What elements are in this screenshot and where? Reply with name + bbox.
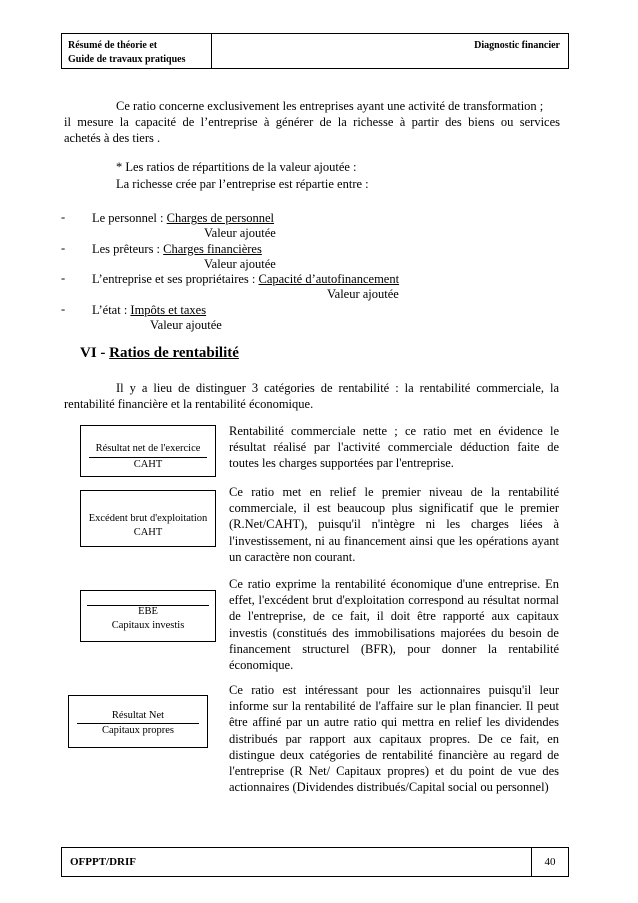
formula-box bbox=[80, 425, 216, 477]
list-dash: - bbox=[61, 241, 66, 255]
list-item bbox=[92, 302, 206, 318]
section-intro-line1: Il y a lieu de distinguer 3 catégories de rentabilité : la rentabilité commerciale, la bbox=[116, 381, 559, 395]
list-dash: - bbox=[61, 271, 66, 285]
list-dash: - bbox=[61, 302, 66, 316]
formula-numerator: Excédent brut d'exploitation bbox=[88, 513, 208, 524]
footer-left: OFPPT/DRIF bbox=[70, 856, 136, 868]
list-item-denominator: Valeur ajoutée bbox=[150, 318, 222, 332]
page-header bbox=[61, 33, 569, 69]
header-left bbox=[62, 34, 212, 68]
section-title: Ratios de rentabilité bbox=[109, 345, 239, 361]
formula-box bbox=[80, 490, 216, 547]
section-number: VI - bbox=[80, 345, 106, 361]
formula-denominator: CAHT bbox=[133, 459, 163, 470]
list-item-numerator: Charges financières bbox=[163, 242, 262, 256]
page-number: 40 bbox=[531, 848, 568, 876]
formula-denominator: Capitaux investis bbox=[111, 620, 185, 631]
formula-numerator: Résultat Net bbox=[111, 710, 165, 721]
formula-numerator: EBE bbox=[138, 606, 158, 617]
ratio-description: Ce ratio exprime la rentabilité économique d'une entreprise. En effet, l'excédent brut d'exploitation correspond au résultat normal de l'entreprise, de ce fait, il doit être rapporté aux capitaux investis (constitués des immobilisations majorées du besoin de financement structurel (BFR), pour donner la rentabilité économique. bbox=[229, 577, 559, 673]
ratio-description: Rentabilité commerciale nette ; ce ratio met en évidence le résultat réalisé par l'activité commerciale déduction faite de toutes les charges supportées par l'entreprise. bbox=[229, 424, 559, 471]
list-item bbox=[92, 271, 399, 287]
list-item-label: Le personnel : bbox=[92, 211, 167, 225]
page-footer bbox=[61, 847, 569, 877]
header-left-line2: Guide de travaux pratiques bbox=[68, 54, 186, 65]
intro-line1: Ce ratio concerne exclusivement les entreprises ayant une activité de transformation ; bbox=[116, 99, 544, 113]
formula-denominator: Capitaux propres bbox=[101, 725, 175, 736]
formula-box bbox=[68, 695, 208, 748]
repartition-subtitle: La richesse crée par l’entreprise est répartie entre : bbox=[116, 177, 369, 191]
repartition-title: * Les ratios de répartitions de la valeur ajoutée : bbox=[116, 160, 357, 174]
formula-box bbox=[80, 590, 216, 642]
formula-divider bbox=[89, 457, 207, 458]
section-heading bbox=[80, 343, 239, 363]
list-item bbox=[92, 210, 274, 226]
list-item-label: L’état : bbox=[92, 303, 131, 317]
formula-numerator: Résultat net de l'exercice bbox=[95, 443, 201, 454]
list-item-numerator: Charges de personnel bbox=[166, 211, 275, 225]
list-item-numerator: Impôts et taxes bbox=[130, 303, 207, 317]
header-right: Diagnostic financier bbox=[474, 40, 560, 51]
list-item-label: L’entreprise et ses propriétaires : bbox=[92, 272, 259, 286]
header-left-line1: Résumé de théorie et bbox=[68, 40, 158, 51]
ratio-description: Ce ratio met en relief le premier niveau de la rentabilité commerciale, il est beaucoup plus significatif que le premier (R.Net/CAHT), puisqu'il n'intègre ni les charges liées à l'investissement, ni au financement ainsi que les opérations ayant un caractère non courant. bbox=[229, 485, 559, 564]
list-item-numerator: Capacité d’autofinancement bbox=[258, 272, 400, 286]
intro-line2: il mesure la capacité de l’entreprise à générer de la richesse à partir des biens ou services bbox=[64, 115, 560, 129]
list-dash: - bbox=[61, 210, 66, 224]
ratio-description: Ce ratio est intéressant pour les actionnaires puisqu'il leur informe sur la rentabilité de l'affaire sur le plan financier. Il peut être affiné par un autre ratio qui mettra en relief les dividendes distribués par rapport aux capitaux propres. De ce fait, en distingue deux catégories de rentabilité financière au regard de l'entreprise (R Net/ Capitaux propres) et du point de vue des actionnaires (Dividendes distribués/Capital social ou personnel) bbox=[229, 683, 559, 795]
formula-divider bbox=[77, 723, 199, 724]
list-item-denominator: Valeur ajoutée bbox=[204, 257, 276, 271]
section-intro-line2: rentabilité financière et la rentabilité économique. bbox=[64, 397, 314, 411]
list-item-denominator: Valeur ajoutée bbox=[327, 287, 399, 301]
formula-denominator: CAHT bbox=[133, 527, 163, 538]
list-item-label: Les prêteurs : bbox=[92, 242, 164, 256]
intro-line3: achetés à des tiers . bbox=[64, 131, 161, 145]
list-item bbox=[92, 241, 262, 257]
list-item-denominator: Valeur ajoutée bbox=[204, 226, 276, 240]
